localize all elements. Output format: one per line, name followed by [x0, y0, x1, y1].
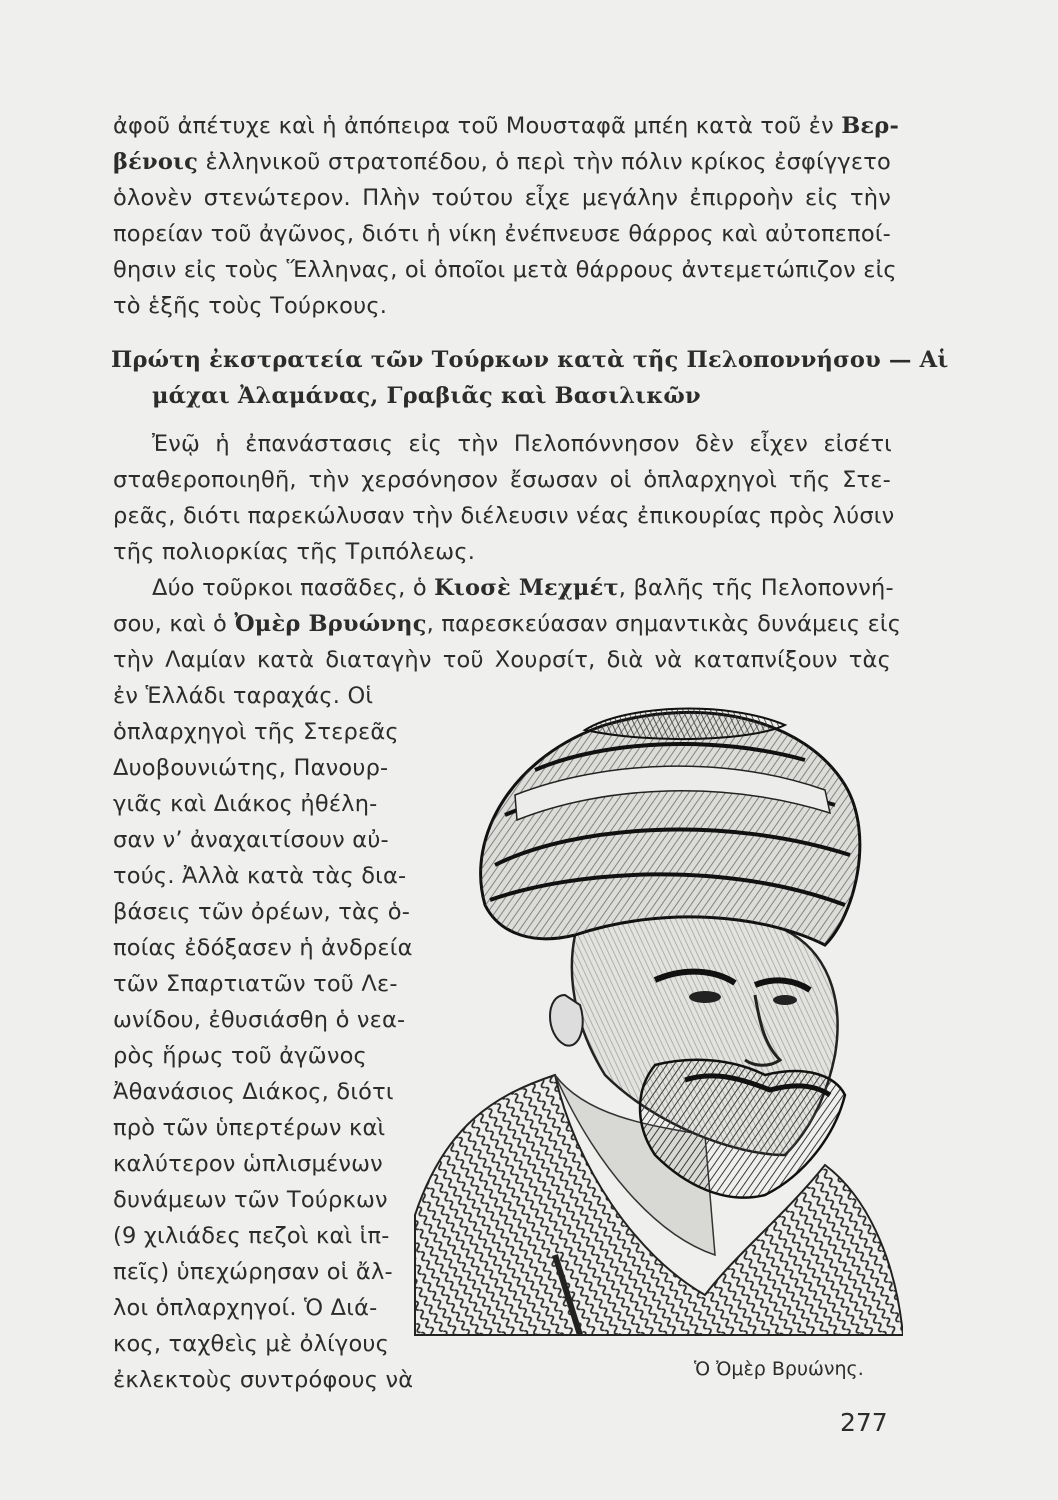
text-span: θησιν εἰς τοὺς Ἕλληνας, οἱ ὁποῖοι μετὰ θάρρους ἀντεμετώπιζον εἰς: [113, 257, 897, 283]
text-span: τὴν Λαμίαν κατὰ διαταγὴν τοῦ Χουρσίτ, διὰ νὰ καταπνίξουν τὰς: [113, 647, 891, 673]
narrow-line: ωνίδου, ἐθυσιάσθη ὁ νεα-: [113, 1007, 406, 1033]
para1-line: [113, 148, 891, 176]
narrow-line: ἐν Ἑλλάδι ταραχάς. Οἱ: [113, 683, 374, 709]
narrow-line: δυνάμεων τῶν Τούρκων: [113, 1187, 388, 1213]
para1-line: [113, 112, 900, 140]
para1-line: [113, 292, 387, 320]
para3-line: [152, 574, 892, 602]
narrow-line: ἐκλεκτοὺς συντρόφους νὰ: [113, 1367, 414, 1393]
text-span: σου, καὶ ὁ: [113, 611, 235, 637]
para1-line: [113, 184, 891, 212]
para1-line: [113, 256, 897, 284]
narrow-line: λοι ὁπλαρχηγοί. Ὁ Διά-: [113, 1295, 378, 1321]
para1-line: [113, 220, 891, 248]
text-span: Δύο τοῦρκοι πασᾶδες, ὁ: [152, 575, 435, 601]
narrow-line: ποίας ἐδόξασεν ἡ ἀνδρεία: [113, 935, 413, 961]
narrow-line: γιᾶς καὶ Διάκος ἠθέλη-: [113, 791, 378, 817]
narrow-line: τούς. Ἀλλὰ κατὰ τὰς δια-: [113, 863, 407, 889]
bold-term: Ὀμὲρ Βρυώνης: [234, 611, 427, 637]
narrow-line: κος, ταχθεὶς μὲ ὀλίγους: [113, 1331, 390, 1357]
narrow-line: Ἀθανάσιος Διάκος, διότι: [113, 1079, 394, 1105]
text-span: πορείαν τοῦ ἀγῶνος, διότι ἡ νίκη ἐνέπνευσε θάρρος καὶ αὐτοπεποί-: [113, 221, 891, 247]
para2-line: τῆς πολιορκίας τῆς Τριπόλεως.: [113, 539, 476, 565]
bold-term: Κιοσὲ Μεχμέτ: [434, 575, 619, 601]
para2-line: ρεᾶς, διότι παρεκώλυσαν τὴν διέλευσιν νέας ἐπικουρίας πρὸς λύσιν: [113, 503, 895, 529]
narrow-line: (9 χιλιάδες πεζοὶ καὶ ἱπ-: [113, 1223, 390, 1249]
figure-caption: Ὁ Ὀμὲρ Βρυώνης.: [694, 1358, 864, 1380]
text-span: ἑλληνικοῦ στρατοπέδου, ὁ περὶ τὴν πόλιν κρίκος ἐσφίγγετο: [198, 149, 891, 175]
text-span: , βαλῆς τῆς Πελοποννή-: [618, 575, 894, 601]
portrait-illustration: [405, 695, 903, 1350]
narrow-line: σαν ν’ ἀναχαιτίσουν αὐ-: [113, 827, 389, 853]
narrow-line: ὁπλαρχηγοὶ τῆς Στερεᾶς: [113, 719, 399, 745]
text-span: , παρεσκεύασαν σημαντικὰς δυνάμεις εἰς: [426, 611, 902, 637]
bold-term: βένοις: [113, 149, 199, 175]
text-span: τὸ ἑξῆς τοὺς Τούρκους.: [113, 293, 388, 319]
narrow-line: βάσεις τῶν ὀρέων, τὰς ὁ-: [113, 899, 411, 925]
narrow-line: καλύτερον ὡπλισμένων: [113, 1151, 383, 1177]
para3-line: [113, 646, 891, 674]
section-heading-line2: μάχαι Ἀλαμάνας, Γραβιᾶς καὶ Βασιλικῶν: [152, 383, 701, 409]
bold-term: Βερ-: [841, 113, 900, 139]
para2-line: Ἐνῷ ἡ ἐπανάστασις εἰς τὴν Πελοπόννησον δὲν εἶχεν εἰσέτι: [152, 431, 892, 457]
text-span: ἀφοῦ ἀπέτυχε καὶ ἡ ἀπόπειρα τοῦ Μουσταφᾶ μπέη κατὰ τοῦ ἐν: [113, 113, 842, 139]
narrow-line: πρὸ τῶν ὑπερτέρων καὶ: [113, 1115, 386, 1141]
para3-line: [113, 610, 902, 638]
narrow-line: Δυοβουνιώτης, Πανουρ-: [113, 755, 389, 781]
section-heading: Πρώτη ἐκστρατεία τῶν Τούρκων κατὰ τῆς Πελοποννήσου — Αἱ: [111, 347, 949, 373]
narrow-line: τῶν Σπαρτιατῶν τοῦ Λε-: [113, 971, 398, 997]
narrow-line: πεῖς) ὑπεχώρησαν οἱ ἄλ-: [113, 1259, 393, 1285]
narrow-line: ρὸς ἥρως τοῦ ἀγῶνος: [113, 1043, 367, 1069]
text-span: ὁλονὲν στενώτερον. Πλὴν τούτου εἶχε μεγάλην ἐπιρροὴν εἰς τὴν: [113, 185, 891, 211]
page-number: 277: [840, 1408, 888, 1437]
para2-line: σταθεροποιηθῆ, τὴν χερσόνησον ἔσωσαν οἱ ὁπλαρχηγοὶ τῆς Στε-: [113, 467, 891, 493]
